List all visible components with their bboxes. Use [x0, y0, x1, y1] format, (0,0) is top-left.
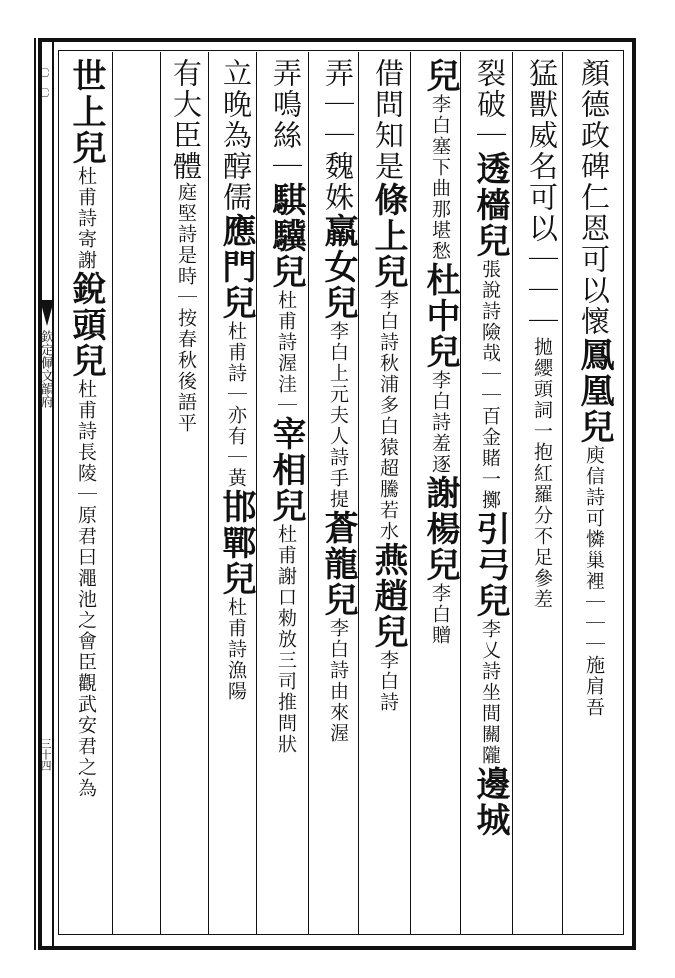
headword: 杜中兒 [420, 262, 460, 370]
text-column [416, 58, 464, 928]
citation: 杜甫詩寄謝 [75, 166, 97, 271]
text-column [570, 58, 618, 928]
citation: 張說詩險哉｜｜百金賭一擲 [479, 259, 501, 511]
text-column [364, 58, 412, 928]
citation: 原君曰澠池之會臣觀武安君之為 [75, 505, 97, 799]
text-run: 弄鳴絲｜ [269, 58, 303, 182]
headword: 引弓兒 [470, 511, 510, 619]
margin-rule [34, 38, 36, 950]
citation: 庭堅詩是時｜ [175, 182, 197, 308]
citation: 李乂詩坐間關隴 [479, 619, 501, 766]
headword: 應門兒 [216, 213, 256, 321]
text-column [162, 58, 210, 928]
citation: 李白塞下曲那堪愁 [429, 94, 451, 262]
citation: 杜甫謝口勑放三司推問狀 [275, 524, 297, 755]
citation: 杜甫詩｜亦有｜黃 [225, 321, 247, 489]
citation: 李白詩秋浦多白猿超騰若水 [377, 290, 399, 542]
citation: 李白詩羞逐 [429, 370, 451, 475]
citation: 李白上元夫人詩手提 [327, 321, 349, 510]
text-run: 顏德政碑仁恩可以懷 [577, 58, 611, 337]
text-column [112, 58, 160, 928]
text-column [212, 58, 260, 928]
headword: 兒 [420, 58, 460, 94]
headword: 銳頭兒 [66, 271, 106, 379]
folio-number: 三十四 [39, 738, 52, 771]
headword: 鳳凰兒 [574, 337, 614, 445]
text-column [62, 58, 110, 928]
citation: 李白詩 [377, 650, 399, 713]
citation: 李白贈 [429, 583, 451, 646]
citation: 杜甫詩渥洼｜ [275, 290, 297, 416]
citation: 杜甫詩長陵｜ [75, 379, 97, 505]
citation: 拋纓頭詞一抱紅羅分不足參差 [531, 337, 553, 610]
text-run: 借問知是 [371, 58, 405, 182]
headword: 羸女兒 [318, 213, 358, 321]
citation: 李白詩由來渥 [327, 618, 349, 744]
column-rule [160, 52, 161, 934]
headword: 騏驥兒 [266, 182, 306, 290]
headword: 謝楊兒 [420, 475, 460, 583]
margin-rule [52, 38, 54, 950]
headword: 世上兒 [66, 58, 106, 166]
headword: 條上兒 [368, 182, 408, 290]
text-run: 猛獸威名可以｜｜｜ [525, 58, 559, 337]
headword: 蒼龍兒 [318, 510, 358, 618]
text-column [314, 58, 362, 928]
text-run: 立晚為醇儒 [219, 58, 253, 213]
text-run: 有大臣體 [169, 58, 203, 182]
margin-marks: 〔〕〔〕 [36, 60, 50, 106]
book-title: 欽定佩文韻府 [38, 330, 53, 408]
citation: 庾信詩可憐巢裡｜｜｜施肩吾 [583, 445, 605, 718]
headword: 燕趙兒 [368, 542, 408, 650]
fish-tail-mark-icon [40, 300, 54, 326]
citation: 按春秋後語平 [175, 308, 197, 434]
headword: 邯鄲兒 [216, 489, 256, 597]
text-column [466, 58, 514, 928]
text-column [518, 58, 566, 928]
headword: 透檣兒 [470, 151, 510, 259]
text-run: 裂破｜ [473, 58, 507, 151]
citation: 杜甫詩漁陽 [225, 597, 247, 702]
text-run: 弄｜｜魏姝 [321, 58, 355, 213]
headword: 宰相兒 [266, 416, 306, 524]
headword: 邊城 [470, 766, 510, 838]
text-column [262, 58, 310, 928]
